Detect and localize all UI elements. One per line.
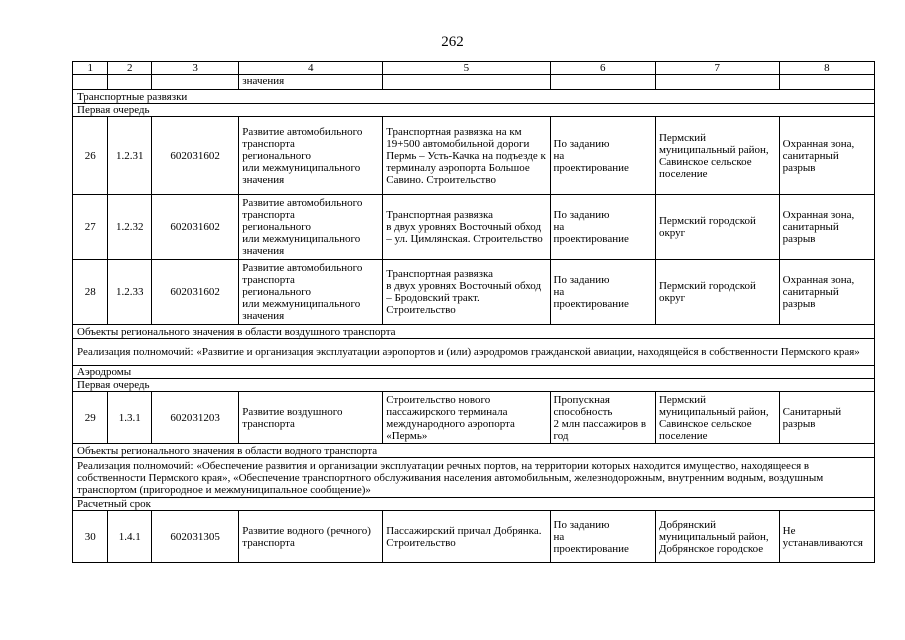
- table-row: [73, 117, 875, 195]
- row-id: 602031305: [152, 511, 239, 563]
- row-zone: Санитарный разрыв: [779, 392, 874, 444]
- row-code: 1.3.1: [108, 392, 152, 444]
- row-zone: Охранная зона, санитарный разрыв: [779, 260, 874, 325]
- header-cell: 4: [239, 62, 383, 75]
- section-air-powers: Реализация полномочий: «Развитие и организация эксплуатации аэропортов и (или) аэродромов гражданской авиации, находящейся в собственности Пермского края»: [73, 339, 875, 366]
- row-code: 1.2.33: [108, 260, 152, 325]
- section-row: [73, 444, 875, 458]
- table-row: [73, 195, 875, 260]
- section-row: [73, 458, 875, 498]
- row-purpose: Развитие водного (речного) транспорта: [239, 511, 383, 563]
- row-location: Пермский городской округ: [655, 195, 779, 260]
- header-cell: 8: [779, 62, 874, 75]
- row-object-name: Строительство нового пассажирского терминала международного аэропорта «Пермь»: [383, 392, 550, 444]
- row-zone: Охранная зона, санитарный разрыв: [779, 117, 874, 195]
- row-id: 602031602: [152, 260, 239, 325]
- section-first-stage: Первая очередь: [73, 104, 875, 117]
- section-aerodromes: Аэродромы: [73, 366, 875, 379]
- row-object-name: Пассажирский причал Добрянка. Строительство: [383, 511, 550, 563]
- row-code: 1.2.32: [108, 195, 152, 260]
- row-object-name: Транспортная развязка в двух уровнях Восточный обход – ул. Цимлянская. Строительство: [383, 195, 550, 260]
- section-row: [73, 379, 875, 392]
- table-row: [73, 260, 875, 325]
- section-first-stage: Первая очередь: [73, 379, 875, 392]
- section-row: [73, 325, 875, 339]
- section-row: [73, 104, 875, 117]
- page-number: 262: [441, 34, 464, 50]
- row-characteristics: По заданию на проектирование: [550, 195, 655, 260]
- table-row: [73, 511, 875, 563]
- row-characteristics: По заданию на проектирование: [550, 511, 655, 563]
- header-cell: 6: [550, 62, 655, 75]
- header-cell: 5: [383, 62, 550, 75]
- table-row: [73, 392, 875, 444]
- header-cell: 3: [152, 62, 239, 75]
- section-estimated-term: Расчетный срок: [73, 498, 875, 511]
- section-row: [73, 366, 875, 379]
- section-water-powers: Реализация полномочий: «Обеспечение развития и организации эксплуатации речных портов, на территории которых находится имущество, находящееся в собственности Пермского края», «Обеспечение транспортного обслуживания населения автомобильным, железнодорожным, внутренним водным, воздушным транспортом (пригородное и межмуниципальное сообщение)»: [73, 458, 875, 498]
- row-characteristics: По заданию на проектирование: [550, 117, 655, 195]
- continuation-text: значения: [239, 75, 383, 90]
- section-row: [73, 339, 875, 366]
- section-water-transport: Объекты регионального значения в области водного транспорта: [73, 444, 875, 458]
- row-location: Пермский муниципальный район, Савинское сельское поселение: [655, 392, 779, 444]
- row-number: 30: [73, 511, 108, 563]
- row-object-name: Транспортная развязка на км 19+500 автомобильной дороги Пермь – Усть-Качка на подъезде к терминалу аэропорта Большое Савино. Строительство: [383, 117, 550, 195]
- header-cell: 7: [655, 62, 779, 75]
- row-zone: Охранная зона, санитарный разрыв: [779, 195, 874, 260]
- section-transport-interchanges: Транспортные развязки: [73, 90, 875, 104]
- row-purpose: Развитие автомобильного транспорта регионального или межмуниципального значения: [239, 195, 383, 260]
- row-code: 1.2.31: [108, 117, 152, 195]
- objects-table: [72, 61, 875, 563]
- section-row: [73, 90, 875, 104]
- row-location: Добрянский муниципальный район, Добрянское городское: [655, 511, 779, 563]
- row-location: Пермский городской округ: [655, 260, 779, 325]
- row-number: 28: [73, 260, 108, 325]
- row-purpose: Развитие автомобильного транспорта регионального или межмуниципального значения: [239, 260, 383, 325]
- section-row: [73, 498, 875, 511]
- row-object-name: Транспортная развязка в двух уровнях Восточный обход – Бродовский тракт. Строительство: [383, 260, 550, 325]
- header-cell: 1: [73, 62, 108, 75]
- row-location: Пермский муниципальный район, Савинское сельское поселение: [655, 117, 779, 195]
- column-number-header: [73, 62, 875, 75]
- row-id: 602031602: [152, 117, 239, 195]
- row-number: 26: [73, 117, 108, 195]
- row-zone: Не устанавливаются: [779, 511, 874, 563]
- row-code: 1.4.1: [108, 511, 152, 563]
- header-cell: 2: [108, 62, 152, 75]
- row-number: 29: [73, 392, 108, 444]
- continuation-row: [73, 75, 875, 90]
- row-id: 602031203: [152, 392, 239, 444]
- row-purpose: Развитие воздушного транспорта: [239, 392, 383, 444]
- row-characteristics: По заданию на проектирование: [550, 260, 655, 325]
- row-characteristics: Пропускная способность 2 млн пассажиров в год: [550, 392, 655, 444]
- row-purpose: Развитие автомобильного транспорта регионального или межмуниципального значения: [239, 117, 383, 195]
- row-id: 602031602: [152, 195, 239, 260]
- section-air-transport: Объекты регионального значения в области воздушного транспорта: [73, 325, 875, 339]
- row-number: 27: [73, 195, 108, 260]
